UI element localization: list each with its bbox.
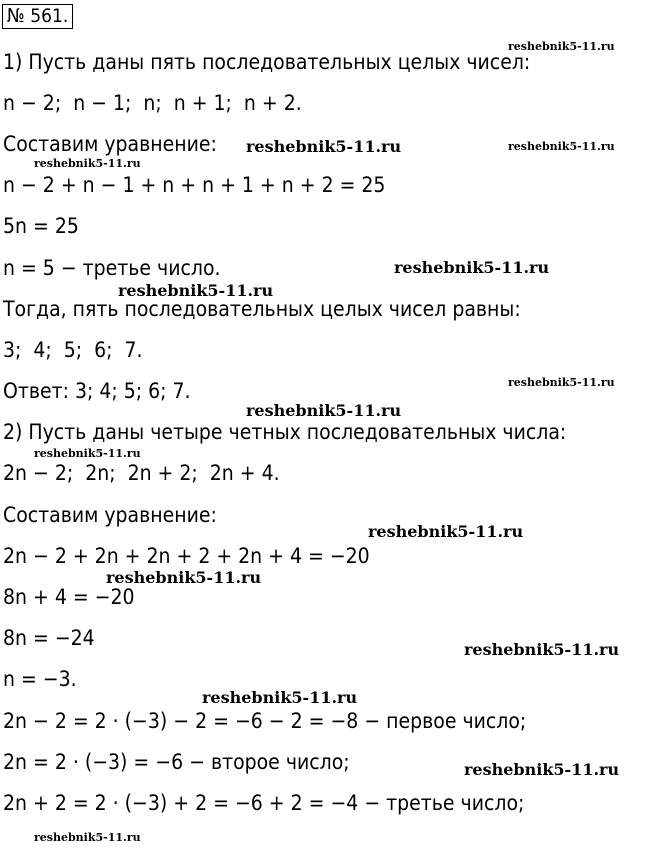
text-line-6: n = 5 − третье число. [3, 256, 221, 280]
watermark: reshebnik5-11.ru [464, 640, 620, 659]
watermark: reshebnik5-11.ru [106, 568, 262, 587]
text-line-5: 5n = 25 [3, 214, 79, 238]
text-line-16: n = −3. [3, 667, 77, 691]
text-line-10: 2) Пусть даны четыре четных последовательных числа: [3, 420, 567, 444]
watermark: reshebnik5-11.ru [394, 258, 550, 277]
text-line-11: 2n − 2; 2n; 2n + 2; 2n + 4. [3, 461, 280, 485]
text-line-9: Ответ: 3; 4; 5; 6; 7. [3, 379, 191, 403]
text-line-8: 3; 4; 5; 6; 7. [3, 338, 143, 362]
text-line-2: n − 2; n − 1; n; n + 1; n + 2. [3, 91, 302, 115]
watermark: reshebnik5-11.ru [464, 760, 620, 779]
watermark: reshebnik5-11.ru [508, 140, 615, 153]
text-line-15: 8n = −24 [3, 626, 95, 650]
watermark: reshebnik5-11.ru [34, 831, 141, 844]
watermark: reshebnik5-11.ru [246, 401, 402, 420]
watermark: reshebnik5-11.ru [34, 157, 141, 170]
text-line-13: 2n − 2 + 2n + 2n + 2 + 2n + 4 = −20 [3, 544, 370, 568]
text-line-4: n − 2 + n − 1 + n + n + 1 + n + 2 = 25 [3, 173, 386, 197]
text-line-18: 2n = 2 · (−3) = −6 − второе число; [3, 750, 350, 774]
watermark: reshebnik5-11.ru [202, 688, 358, 707]
text-line-3: Составим уравнение: [3, 132, 217, 156]
watermark: reshebnik5-11.ru [508, 376, 615, 389]
text-line-12: Составим уравнение: [3, 503, 217, 527]
text-line-7: Тогда, пять последовательных целых чисел равны: [3, 297, 521, 321]
watermark: reshebnik5-11.ru [368, 522, 524, 541]
text-line-1: 1) Пусть даны пять последовательных целых чисел: [3, 50, 531, 74]
watermark: reshebnik5-11.ru [118, 281, 274, 300]
watermark: reshebnik5-11.ru [246, 137, 402, 156]
text-line-19: 2n + 2 = 2 · (−3) + 2 = −6 + 2 = −4 − третье число; [3, 791, 525, 815]
text-line-17: 2n − 2 = 2 · (−3) − 2 = −6 − 2 = −8 − первое число; [3, 709, 527, 733]
watermark: reshebnik5-11.ru [34, 447, 141, 460]
watermark: reshebnik5-11.ru [508, 40, 615, 53]
problem-number: № 561. [2, 4, 73, 29]
text-line-14: 8n + 4 = −20 [3, 585, 135, 609]
